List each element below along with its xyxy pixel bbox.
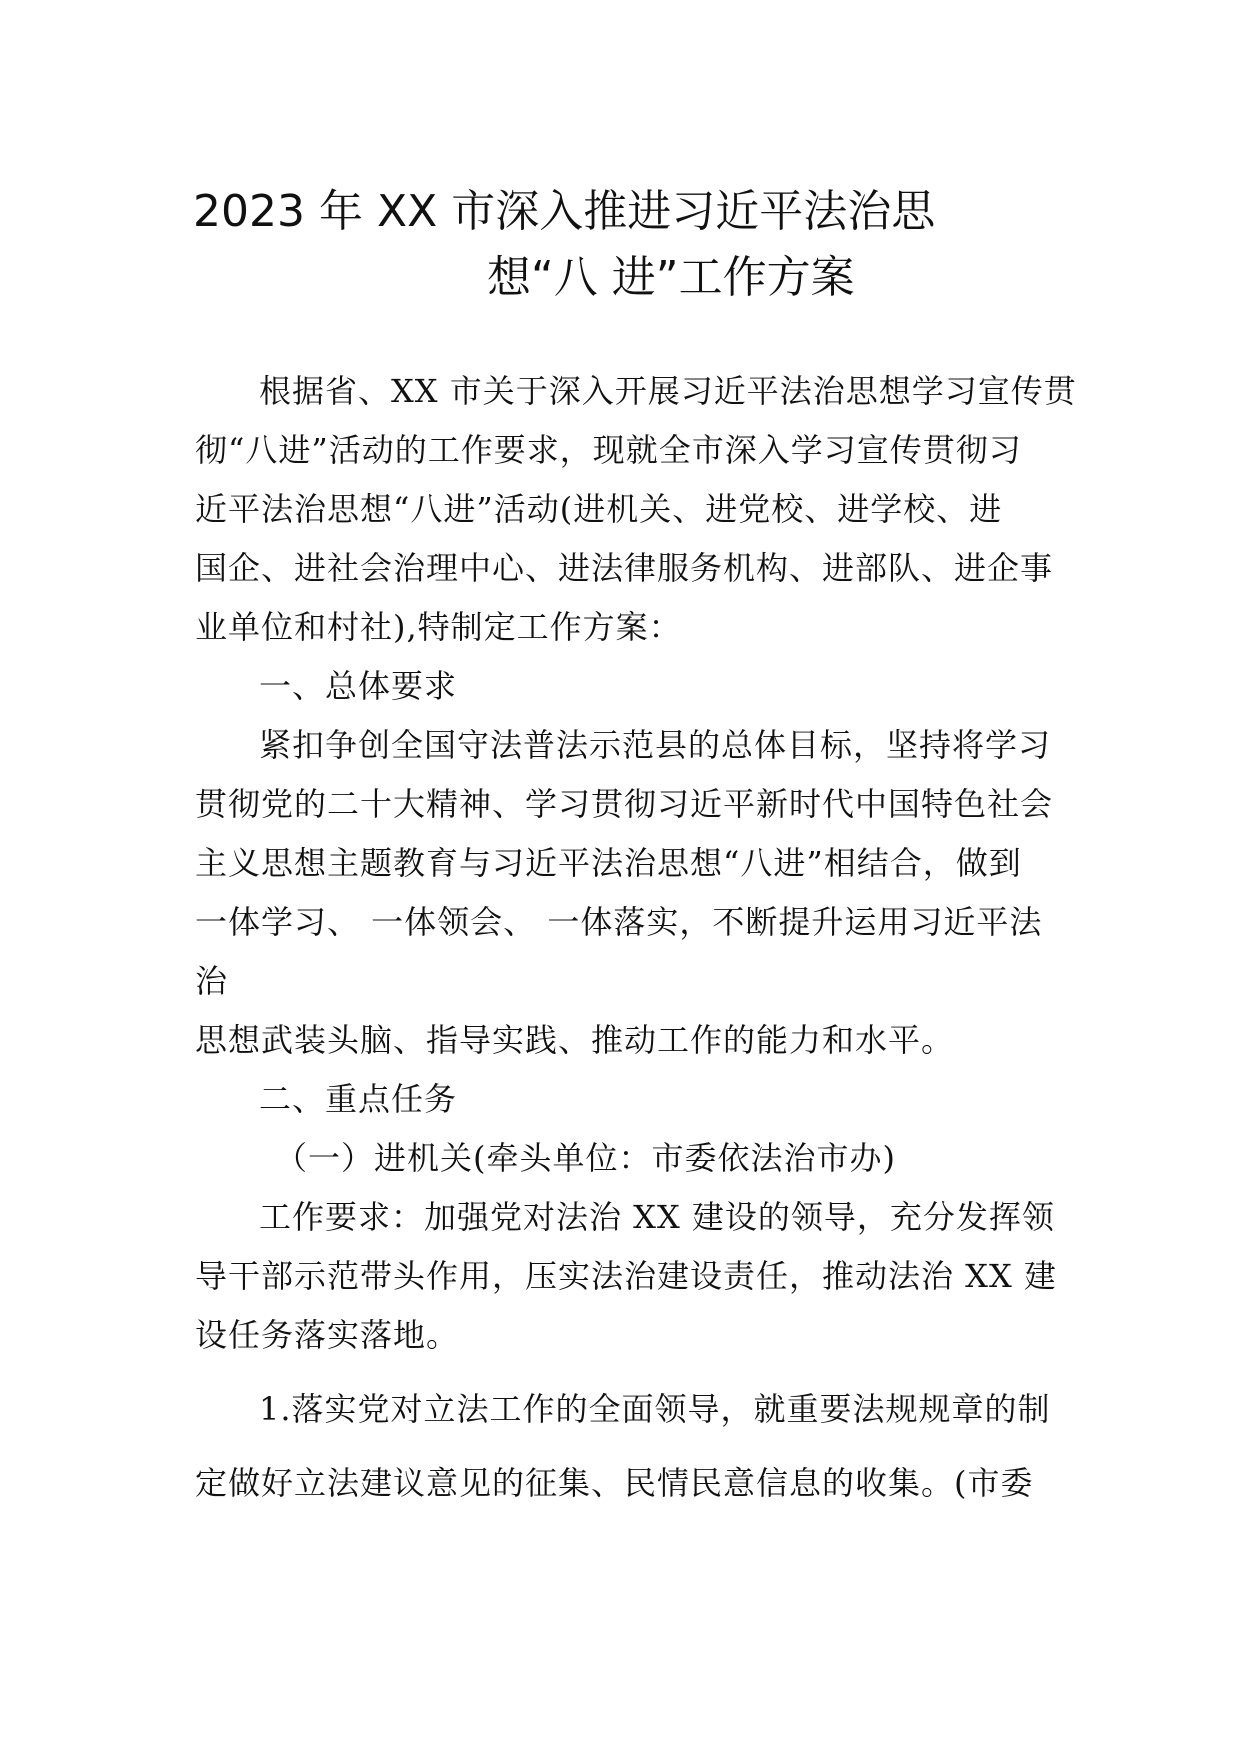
intro-line-1: 根据省、XX 市关于深入开展习近平法治思想学习宣传贯 <box>259 372 1077 410</box>
general-line-1: 紧扣争创全国守法普法示范县的总体目标，坚持将学习 <box>259 726 1052 764</box>
intro-line-2: 彻“八进”活动的工作要求，现就全市深入学习宣传贯彻习 <box>195 431 1022 469</box>
work-req-line-3: 设任务落实落地。 <box>195 1316 460 1354</box>
document-title-line-2: 想“八 进”工作方案 <box>487 252 855 303</box>
item-1-line-2: 定做好立法建议意见的征集、民情民意信息的收集。(市委 <box>195 1464 1034 1502</box>
intro-line-4: 国企、进社会治理中心、进法律服务机构、进部队、进企事 <box>195 549 1054 587</box>
section-heading-tasks: 二、重点任务 <box>259 1080 458 1118</box>
general-line-4: 一体学习、 一体领会、 一体落实，不断提升运用习近平法 <box>195 903 1043 941</box>
section-heading-general: 一、总体要求 <box>259 667 458 705</box>
item-1-line-1: 1.落实党对立法工作的全面领导，就重要法规规章的制 <box>259 1390 1051 1428</box>
general-line-3: 主义思想主题教育与习近平法治思想“八进”相结合，做到 <box>195 844 1022 882</box>
sub-heading-agencies: （一）进机关(牵头单位：市委依法治市办) <box>275 1139 896 1177</box>
work-req-line-2: 导干部示范带头作用，压实法治建设责任，推动法治 XX 建 <box>195 1257 1057 1295</box>
document-title-line-1: 2023 年 XX 市深入推进习近平法治思 <box>193 186 936 237</box>
work-req-line-1: 工作要求：加强党对法治 XX 建设的领导，充分发挥领 <box>259 1198 1055 1236</box>
general-line-2: 贯彻党的二十大精神、学习贯彻习近平新时代中国特色社会 <box>195 785 1054 823</box>
intro-line-3: 近平法治思想“八进”活动(进机关、进党校、进学校、进 <box>195 490 1003 528</box>
general-line-5: 治 <box>195 962 229 1000</box>
general-line-6: 思想武装头脑、指导实践、推动工作的能力和水平。 <box>195 1021 955 1059</box>
intro-line-5: 业单位和村社),特制定工作方案： <box>195 608 682 646</box>
